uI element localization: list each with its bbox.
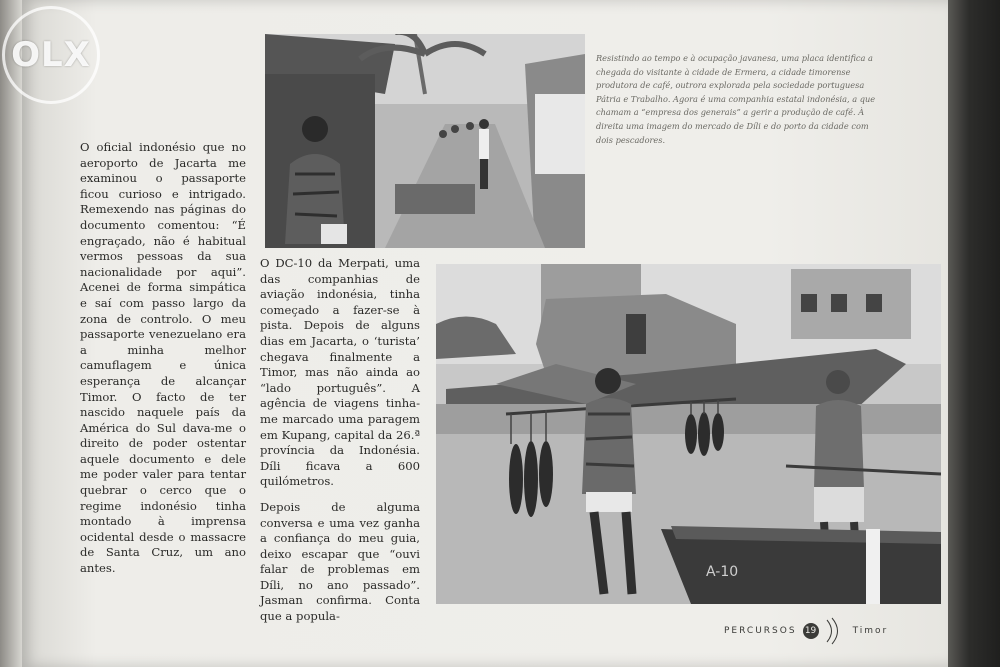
olx-watermark-logo <box>2 6 100 104</box>
middle-text-column <box>260 256 420 635</box>
middle-paragraph-2: Depois de alguma conversa e uma vez ganha a confiança do meu guia, deixo escapar que “ouvi falar de problemas em Díli, no ano passado”. Jasman confirma. Conta que a popula- <box>260 499 420 624</box>
fishermen-photo <box>436 264 941 604</box>
page-footer <box>724 624 888 638</box>
photo-caption: Resistindo ao tempo e à ocupação javanesa, uma placa identifica a chegada do visitante à cidade de Ermera, a cidade timorense produtora de café, outrora explorada pela sociedade portuguesa Pátria e Trabalho. Agora é uma companhia estatal indonésia, a que chamam a “empresa dos generais” a gerir a produção de café. À direita uma imagem do mercado de Díli e do porto da cidade com dois pescadores. <box>596 53 876 145</box>
left-text-column: O oficial indonésio que no aeroporto de Jacarta me examinou o passaporte ficou curioso e intrigado. Remexendo nas páginas do documento comentou: “É engraçado, não é habitual vermos pessoas da sua nacionalidade por aqui”. Acenei de forma simpática e saí com passo largo da zona de controlo. O meu passaporte venezuelano era a minha melhor camuflagem e única esperança de alcançar Timor. O facto de ter nascido naquele país da América do Sul dava-me o direito de poder ostentar aquele documento e dele me poder valer para tentar quebrar o cerco que o regime indonésio tinha montado à imprensa ocidental desde o massacre de Santa Cruz, um ano antes. <box>80 140 246 576</box>
market-photo <box>265 34 585 248</box>
market-photo-icon <box>265 34 585 248</box>
right-page-shadow <box>948 0 1000 667</box>
page-number-badge: 19 <box>803 623 819 639</box>
sound-arcs-icon <box>825 616 847 646</box>
boat-label: A-10 <box>706 564 739 580</box>
fishermen-photo-icon <box>436 264 941 604</box>
middle-paragraph-1: O DC-10 da Merpati, uma das companhias de aviação indonésia, tinha começado a fazer-se à pista. Depois de alguns dias em Jacarta, o ‘turista’ chegava finalmente a Timor, mas não ainda ao “lado português”. A agência de viagens tinha-me marcado uma paragem em Kupang, capital da 26.ª província da Indonésia. Díli ficava a 600 quilómetros. <box>260 256 420 489</box>
footer-section: PERCURSOS <box>724 626 797 636</box>
footer-chapter: Timor <box>852 626 889 636</box>
olx-logo-text: OLX <box>11 35 91 75</box>
